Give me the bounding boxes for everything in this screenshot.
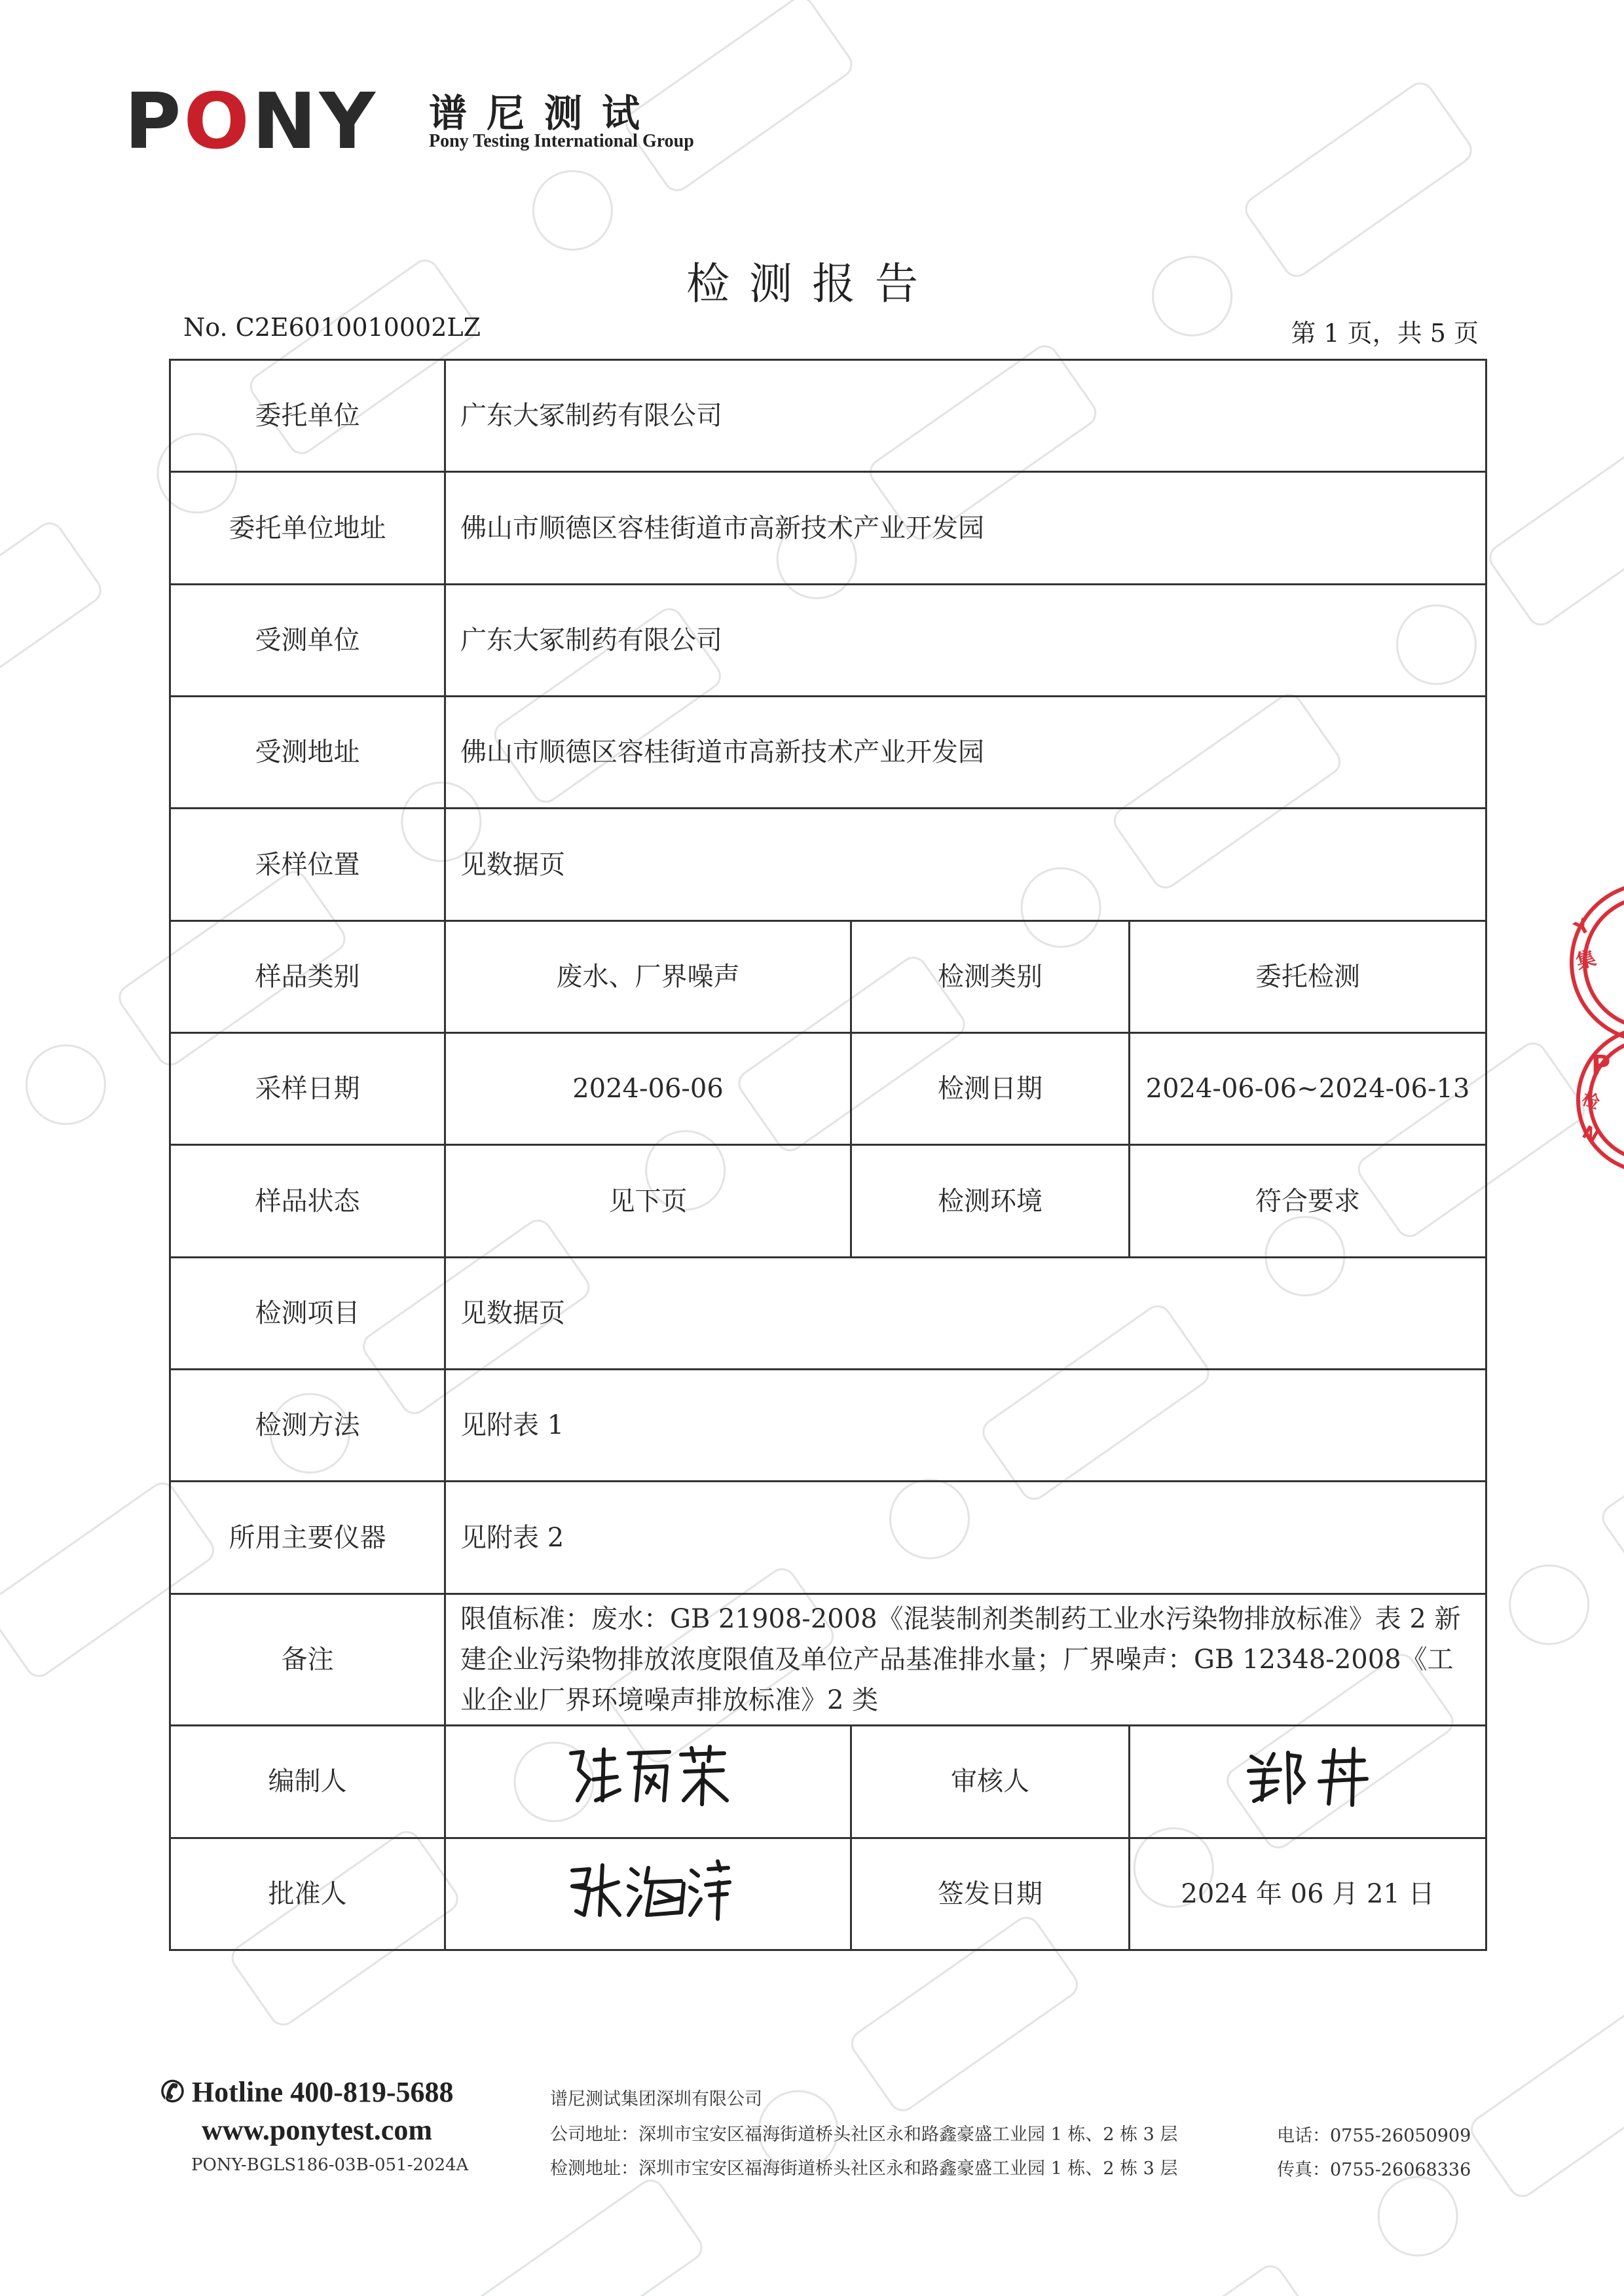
reviewer-signature xyxy=(1130,1726,1486,1838)
sampling-date-value: 2024-06-06 xyxy=(445,1033,851,1145)
red-seal-stamp xyxy=(1552,877,1624,1178)
test-environment-value: 符合要求 xyxy=(1130,1145,1486,1257)
issue-date-label: 签发日期 xyxy=(851,1838,1130,1950)
test-method-value: 见附表 1 xyxy=(445,1370,1486,1482)
form-code: PONY-BGLS186-03B-051-2024A xyxy=(191,2155,469,2175)
report-info-table xyxy=(169,359,1487,1951)
table-row xyxy=(170,1594,1486,1725)
client-address-label: 委托单位地址 xyxy=(170,472,445,584)
sample-type-label: 样品类别 xyxy=(170,920,445,1032)
table-row xyxy=(170,809,1486,920)
sampling-date-label: 采样日期 xyxy=(170,1033,445,1145)
fax-number: 传真：0755-26068336 xyxy=(1277,2160,1471,2180)
svg-text:Y: Y xyxy=(1570,913,1595,941)
document-title: 检测报告 xyxy=(686,259,938,309)
report-number: No. C2E6010010002LZ xyxy=(183,313,481,342)
tested-unit-value: 广东大冢制药有限公司 xyxy=(445,584,1486,696)
website: www.ponytest.com xyxy=(202,2114,432,2146)
svg-text:P: P xyxy=(1591,1050,1611,1080)
test-date-label: 检测日期 xyxy=(851,1033,1130,1145)
instrument-label: 所用主要仪器 xyxy=(170,1482,445,1594)
approver-label: 批准人 xyxy=(170,1838,445,1950)
sample-state-value: 见下页 xyxy=(445,1145,851,1257)
compiler-signature xyxy=(445,1726,851,1838)
svg-text:N: N xyxy=(1578,1121,1603,1148)
hotline: ✆ Hotline 400-819-5688 xyxy=(160,2076,454,2108)
table-row xyxy=(170,920,1486,1032)
sampling-location-label: 采样位置 xyxy=(170,809,445,920)
logo-wordmark: PONY xyxy=(124,76,378,166)
approver-signature xyxy=(445,1838,851,1950)
reviewer-signature-image xyxy=(1242,1743,1373,1809)
pony-logo xyxy=(124,76,753,166)
test-type-label: 检测类别 xyxy=(851,920,1130,1032)
test-items-value: 见数据页 xyxy=(445,1257,1486,1369)
issue-date-value: 2024 年 06 月 21 日 xyxy=(1130,1838,1486,1950)
test-type-value: 委托检测 xyxy=(1130,920,1486,1032)
test-environment-label: 检测环境 xyxy=(851,1145,1130,1257)
reviewer-label: 审核人 xyxy=(851,1726,1130,1838)
remarks-value: 限值标准：废水：GB 21908-2008《混装制剂类制药工业水污染物排放标准》表 2 新建企业污染物排放浓度限值及单位产品基准排水量；厂界噪声：GB 12348-2008《工业企业厂界环境噪声排放标准》2 类 xyxy=(445,1594,1486,1725)
phone-icon: ✆ xyxy=(160,2076,185,2108)
table-row xyxy=(170,1482,1486,1594)
table-row xyxy=(170,360,1486,472)
svg-text:检: 检 xyxy=(1579,1089,1602,1114)
svg-text:集: 集 xyxy=(1574,947,1599,974)
phone-number: 电话：0755-26050909 xyxy=(1277,2126,1471,2146)
test-date-value: 2024-06-06~2024-06-13 xyxy=(1130,1033,1486,1145)
compiler-label: 编制人 xyxy=(170,1726,445,1838)
client-value: 广东大冢制药有限公司 xyxy=(445,360,1486,472)
approver-signature-image xyxy=(563,1856,733,1922)
table-row xyxy=(170,697,1486,809)
table-row xyxy=(170,1145,1486,1257)
test-items-label: 检测项目 xyxy=(170,1257,445,1369)
tested-unit-label: 受测单位 xyxy=(170,584,445,696)
table-row xyxy=(170,1257,1486,1369)
table-row xyxy=(170,1726,1486,1838)
remarks-label: 备注 xyxy=(170,1594,445,1725)
logo-english-name: Pony Testing International Group xyxy=(429,131,694,151)
tested-address-value: 佛山市顺德区容桂街道市高新技术产业开发园 xyxy=(445,697,1486,809)
client-address-value: 佛山市顺德区容桂街道市高新技术产业开发园 xyxy=(445,472,1486,584)
sample-type-value: 废水、厂界噪声 xyxy=(445,920,851,1032)
test-method-label: 检测方法 xyxy=(170,1370,445,1482)
compiler-signature-image xyxy=(563,1740,733,1812)
company-address: 公司地址：深圳市宝安区福海街道桥头社区永和路鑫豪盛工业园 1 栋、2 栋 3 层 xyxy=(550,2124,1178,2145)
instrument-value: 见附表 2 xyxy=(445,1482,1486,1594)
page-indicator: 第 1 页，共 5 页 xyxy=(1291,319,1479,348)
table-row xyxy=(170,1033,1486,1145)
table-row xyxy=(170,1838,1486,1950)
sample-state-label: 样品状态 xyxy=(170,1145,445,1257)
sampling-location-value: 见数据页 xyxy=(445,809,1486,920)
client-label: 委托单位 xyxy=(170,360,445,472)
company-name: 谱尼测试集团深圳有限公司 xyxy=(550,2089,762,2109)
table-row xyxy=(170,1370,1486,1482)
logo-chinese-name: 谱尼测试 xyxy=(429,91,660,136)
test-address: 检测地址：深圳市宝安区福海街道桥头社区永和路鑫豪盛工业园 1 栋、2 栋 3 层 xyxy=(550,2159,1178,2179)
table-row xyxy=(170,472,1486,584)
tested-address-label: 受测地址 xyxy=(170,697,445,809)
table-row xyxy=(170,584,1486,696)
